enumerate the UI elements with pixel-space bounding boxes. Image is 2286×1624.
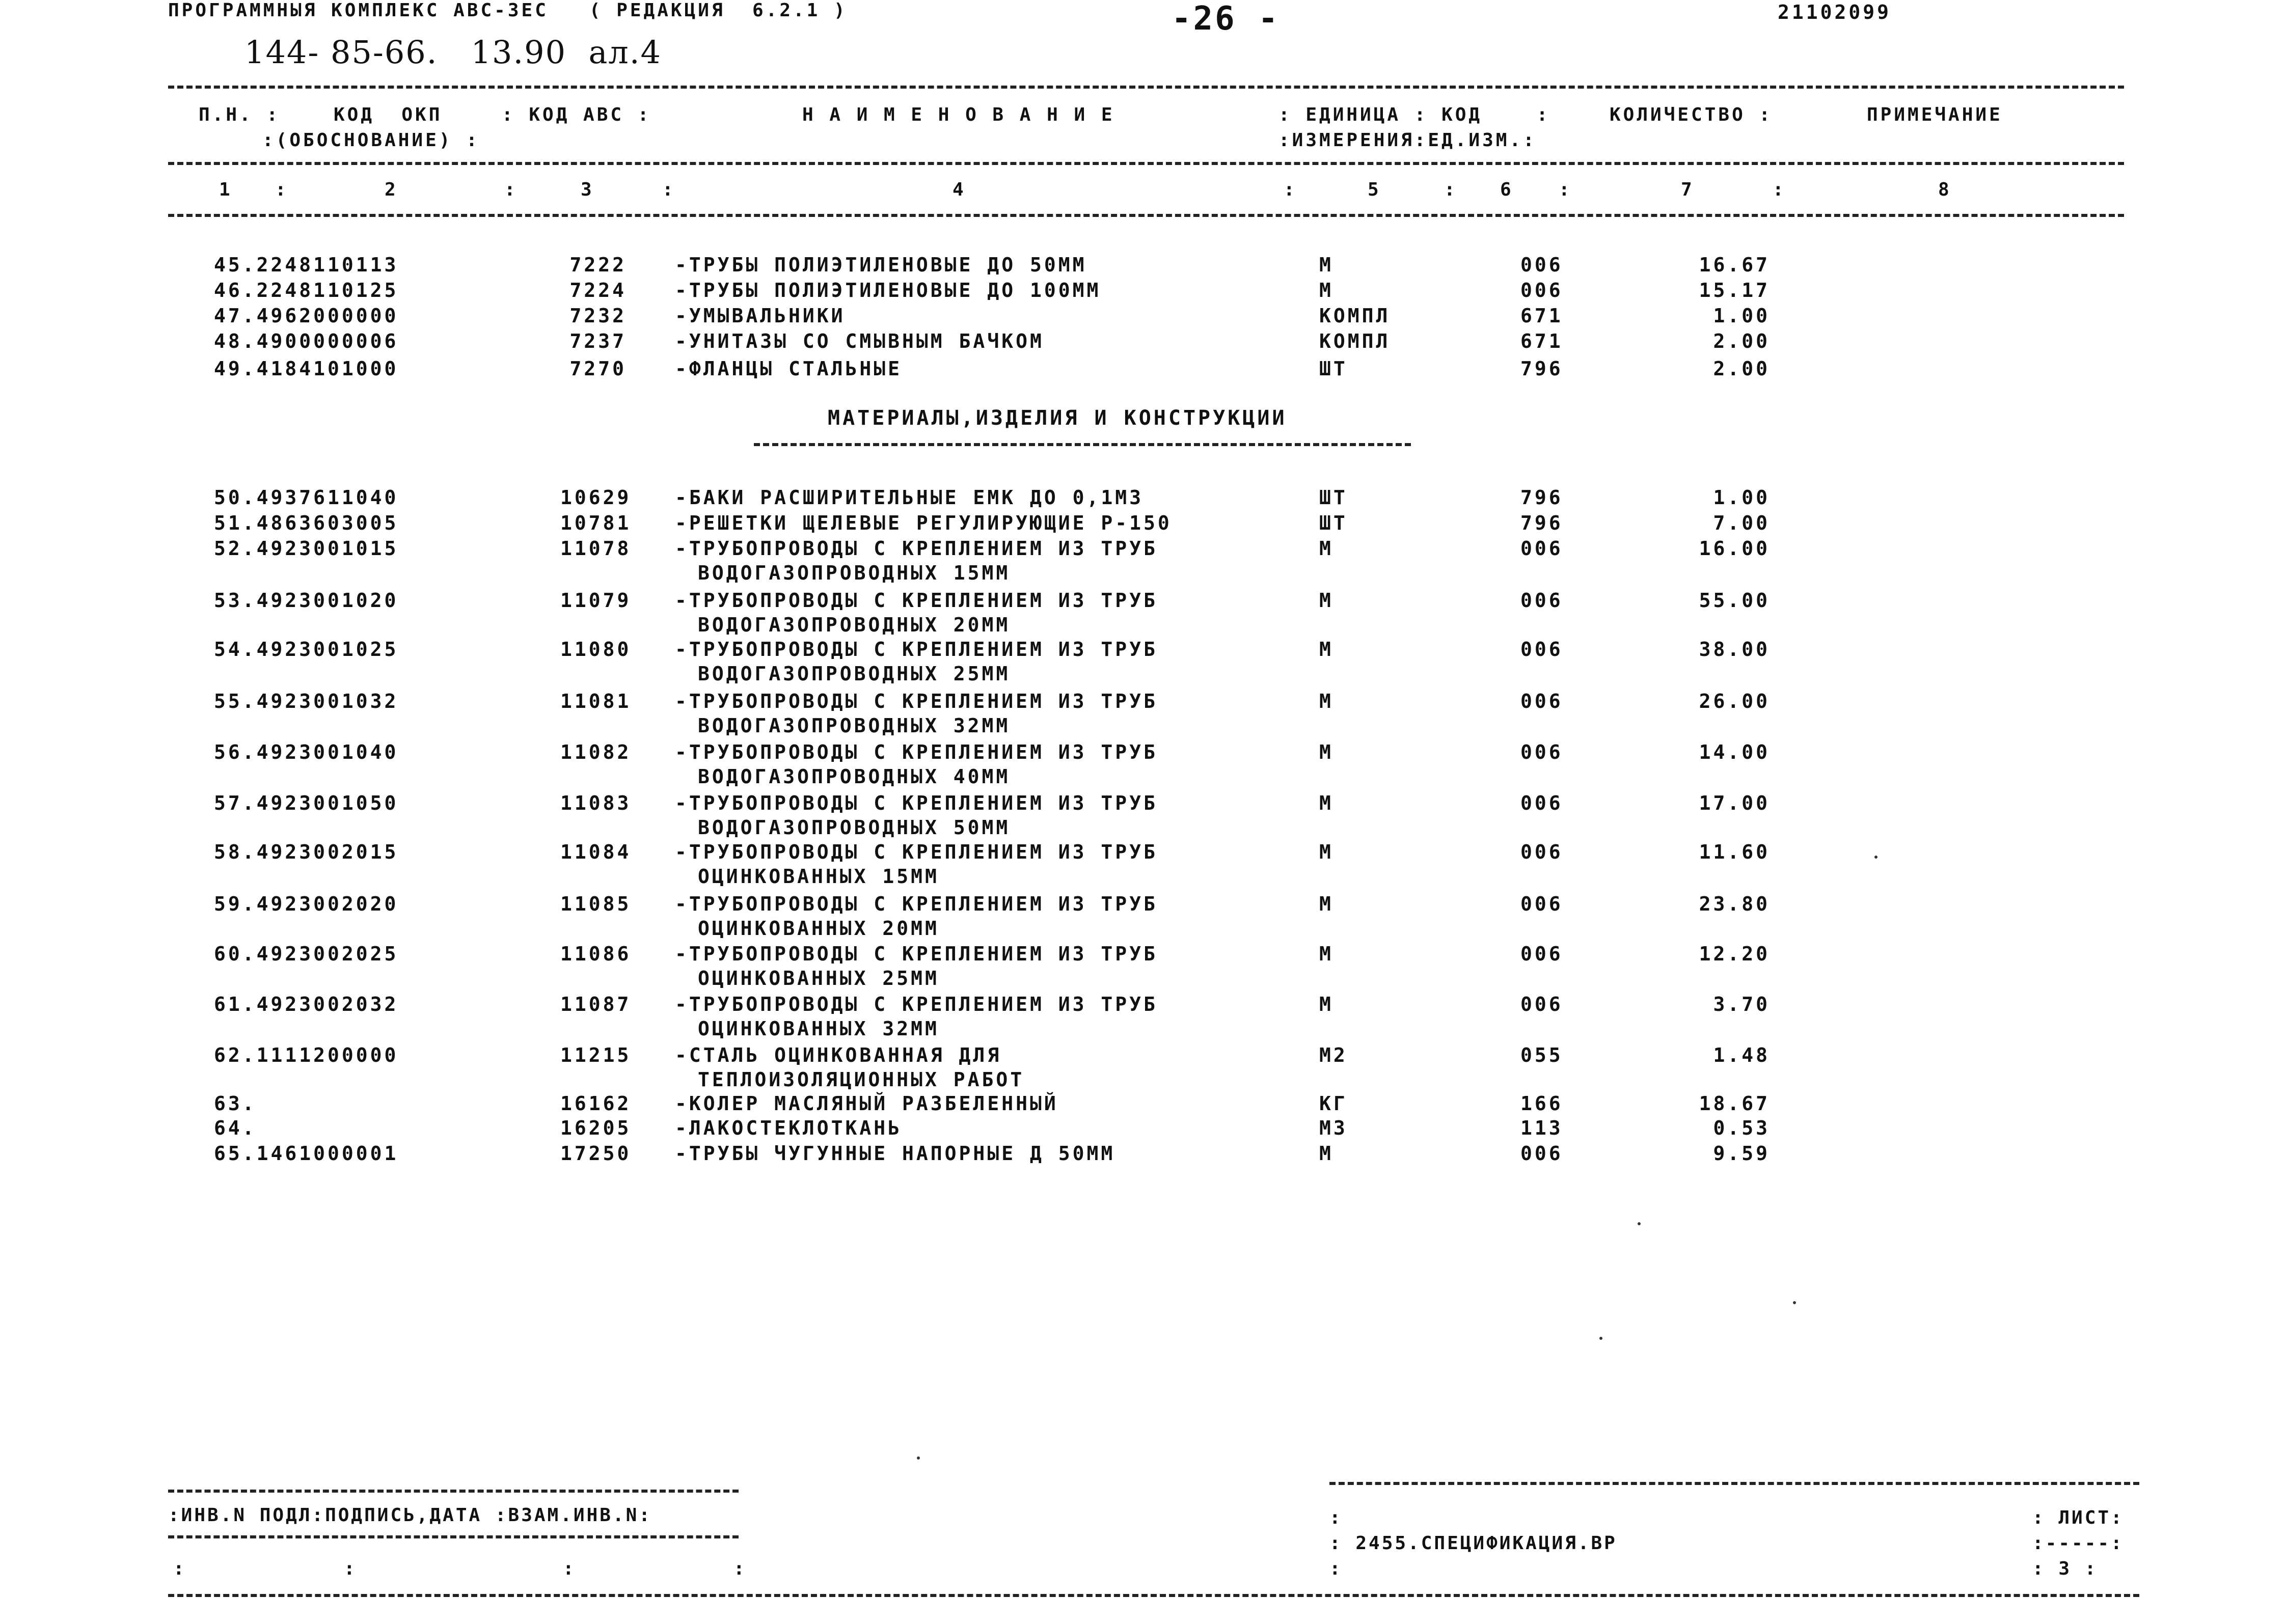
item-number: 57.4923001050: [214, 792, 399, 814]
abc-code: 11078: [560, 537, 632, 560]
unit: ШТ: [1319, 486, 1348, 509]
unit: М3: [1319, 1117, 1348, 1139]
col-header-unit: : ЕДИНИЦА : КОД :: [1278, 104, 1550, 125]
abc-code: 11084: [560, 841, 632, 863]
item-name-continuation: ВОДОГАЗОПРОВОДНЫХ 40ММ: [698, 765, 1011, 788]
item-number: 47.4962000000: [214, 305, 399, 327]
item-name: -ТРУБОПРОВОДЫ С КРЕПЛЕНИЕМ ИЗ ТРУБ: [675, 841, 1158, 863]
table-row: [0, 279, 2286, 306]
unit: КОМПЛ: [1319, 330, 1391, 352]
footer-divider-right-top: [1329, 1482, 2139, 1485]
col-header-note: ПРИМЕЧАНИЕ: [1867, 104, 2003, 125]
item-number: 45.2248110113: [214, 254, 399, 276]
table-row: [0, 357, 2286, 384]
table-row: [0, 690, 2286, 737]
abc-code: 16162: [560, 1092, 632, 1115]
unit: М: [1319, 943, 1334, 965]
table-row: [0, 512, 2286, 538]
section-title: МАТЕРИАЛЫ,ИЗДЕЛИЯ И КОНСТРУКЦИИ: [828, 406, 1287, 430]
quantity: 16.00: [1699, 537, 1770, 560]
unit: М: [1319, 279, 1334, 301]
item-name: -БАКИ РАСШИРИТЕЛЬНЫЕ ЕМК ДО 0,1М3: [675, 486, 1144, 509]
unit: М: [1319, 993, 1334, 1015]
item-name: -ЛАКОСТЕКЛОТКАНЬ: [675, 1117, 903, 1139]
abc-code: 11079: [560, 589, 632, 612]
unit: М: [1319, 792, 1334, 814]
col-header-quantity: КОЛИЧЕСТВО :: [1610, 104, 1773, 125]
item-number: 65.1461000001: [214, 1142, 399, 1165]
col-number-5: 5: [1368, 179, 1381, 200]
scan-speck: [1638, 1222, 1641, 1225]
abc-code: 11082: [560, 741, 632, 763]
unit-code: 671: [1520, 330, 1563, 352]
document-code: 21102099: [1778, 1, 1892, 23]
abc-code: 11083: [560, 792, 632, 814]
table-row: [0, 638, 2286, 685]
item-number: 64.: [214, 1117, 257, 1139]
abc-code: 10629: [560, 486, 632, 509]
unit-code: 113: [1520, 1117, 1563, 1139]
item-name: -УНИТАЗЫ СО СМЫВНЫМ БАЧКОМ: [675, 330, 1044, 352]
abc-code: 7222: [569, 254, 627, 276]
item-number: 46.2248110125: [214, 279, 399, 301]
table-row: [0, 841, 2286, 888]
footer-divider-left-mid: [168, 1535, 739, 1538]
footer-sheet-number: : 3 :: [2032, 1558, 2098, 1579]
unit-code: 006: [1520, 279, 1563, 301]
item-name: -ТРУБОПРОВОДЫ С КРЕПЛЕНИЕМ ИЗ ТРУБ: [675, 792, 1158, 814]
col-header-unit-code: :ИЗМЕРЕНИЯ:ЕД.ИЗМ.:: [1278, 130, 1537, 151]
abc-code: 7270: [569, 357, 627, 380]
divider-header: [168, 162, 2124, 165]
quantity: 11.60: [1699, 841, 1770, 863]
unit-code: 796: [1520, 357, 1563, 380]
unit: ШТ: [1319, 357, 1348, 380]
item-name: -КОЛЕР МАСЛЯНЫЙ РАЗБЕЛЕННЫЙ: [675, 1092, 1058, 1115]
table-row: [0, 893, 2286, 940]
item-name: -ТРУБЫ ПОЛИЭТИЛЕНОВЫЕ ДО 50ММ: [675, 254, 1087, 276]
scan-speck: [1793, 1301, 1796, 1304]
quantity: 2.00: [1713, 357, 1770, 380]
item-name-continuation: ВОДОГАЗОПРОВОДНЫХ 20ММ: [698, 614, 1011, 636]
unit-code: 006: [1520, 841, 1563, 863]
item-name: -РЕШЕТКИ ЩЕЛЕВЫЕ РЕГУЛИРУЮЩИЕ Р-150: [675, 512, 1172, 534]
item-name: -ТРУБОПРОВОДЫ С КРЕПЛЕНИЕМ ИЗ ТРУБ: [675, 537, 1158, 560]
unit: КОМПЛ: [1319, 305, 1391, 327]
divider-top: [168, 86, 2124, 89]
footer-sheet-label: : ЛИСТ:: [2032, 1507, 2124, 1528]
item-name: -ФЛАНЦЫ СТАЛЬНЫЕ: [675, 357, 903, 380]
unit-code: 006: [1520, 589, 1563, 612]
unit-code: 796: [1520, 512, 1563, 534]
scan-speck: [1874, 856, 1877, 859]
quantity: 14.00: [1699, 741, 1770, 763]
item-name: -УМЫВАЛЬНИКИ: [675, 305, 846, 327]
divider-numbers: [168, 214, 2124, 217]
unit: М: [1319, 254, 1334, 276]
unit: М: [1319, 1142, 1334, 1165]
abc-code: 7224: [569, 279, 627, 301]
col-number-8: 8: [1938, 179, 1952, 200]
item-number: 50.4937611040: [214, 486, 399, 509]
abc-code: 11087: [560, 993, 632, 1015]
item-name-continuation: ВОДОГАЗОПРОВОДНЫХ 50ММ: [698, 816, 1011, 839]
table-row: [0, 305, 2286, 331]
item-name: -ТРУБОПРОВОДЫ С КРЕПЛЕНИЕМ ИЗ ТРУБ: [675, 993, 1158, 1015]
unit: ШТ: [1319, 512, 1348, 534]
abc-code: 11080: [560, 638, 632, 660]
col-number-4: 4: [953, 179, 966, 200]
item-number: 52.4923001015: [214, 537, 399, 560]
footer-divider-bottom: [168, 1594, 2139, 1597]
col-header-pn: П.Н. :: [199, 104, 281, 125]
quantity: 3.70: [1713, 993, 1770, 1015]
abc-code: 17250: [560, 1142, 632, 1165]
unit-code: 006: [1520, 254, 1563, 276]
item-number: 56.4923001040: [214, 741, 399, 763]
unit: КГ: [1319, 1092, 1348, 1115]
footer-divider-left-top: [168, 1490, 739, 1493]
item-number: 51.4863603005: [214, 512, 399, 534]
item-name-continuation: ВОДОГАЗОПРОВОДНЫХ 32ММ: [698, 714, 1011, 737]
unit: М: [1319, 841, 1334, 863]
unit-code: 006: [1520, 893, 1563, 915]
item-number: 63.: [214, 1092, 257, 1115]
item-number: 61.4923002032: [214, 993, 399, 1015]
abc-code: 11086: [560, 943, 632, 965]
item-number: 62.1111200000: [214, 1044, 399, 1066]
scan-speck: [917, 1456, 920, 1460]
unit: М: [1319, 537, 1334, 560]
item-name: -ТРУБОПРОВОДЫ С КРЕПЛЕНИЕМ ИЗ ТРУБ: [675, 893, 1158, 915]
unit-code: 671: [1520, 305, 1563, 327]
abc-code: 7237: [569, 330, 627, 352]
quantity: 7.00: [1713, 512, 1770, 534]
quantity: 17.00: [1699, 792, 1770, 814]
col-number-1: 1: [219, 179, 233, 200]
quantity: 2.00: [1713, 330, 1770, 352]
abc-code: 7232: [569, 305, 627, 327]
col-number-6: 6: [1500, 179, 1514, 200]
unit: М: [1319, 893, 1334, 915]
item-name: -ТРУБОПРОВОДЫ С КРЕПЛЕНИЕМ ИЗ ТРУБ: [675, 589, 1158, 612]
unit: М: [1319, 589, 1334, 612]
item-name: -ТРУБЫ ЧУГУННЫЕ НАПОРНЫЕ Д 50ММ: [675, 1142, 1115, 1165]
program-header: ПРОГРАММНЫЯ КОМПЛЕКС АВС-3ЕС ( РЕДАКЦИЯ 6.2.1 ): [168, 0, 848, 21]
unit: М2: [1319, 1044, 1348, 1066]
table-row: [0, 1117, 2286, 1143]
item-name-continuation: ТЕПЛОИЗОЛЯЦИОННЫХ РАБОТ: [698, 1068, 1025, 1091]
table-row: [0, 1142, 2286, 1169]
scan-speck: [1599, 1337, 1602, 1340]
item-name: -ТРУБОПРОВОДЫ С КРЕПЛЕНИЕМ ИЗ ТРУБ: [675, 943, 1158, 965]
unit-code: 006: [1520, 690, 1563, 712]
unit-code: 006: [1520, 943, 1563, 965]
table-row: [0, 330, 2286, 356]
col-header-basis: :(ОБОСНОВАНИЕ) :: [262, 130, 480, 151]
unit-code: 796: [1520, 486, 1563, 509]
item-name: -ТРУБЫ ПОЛИЭТИЛЕНОВЫЕ ДО 100ММ: [675, 279, 1101, 301]
footer-document-name: : 2455.СПЕЦИФИКАЦИЯ.ВР: [1329, 1533, 1617, 1554]
col-header-okp: КОД ОКП: [334, 104, 443, 125]
item-number: 60.4923002025: [214, 943, 399, 965]
unit-code: 006: [1520, 792, 1563, 814]
table-row: [0, 1044, 2286, 1091]
quantity: 38.00: [1699, 638, 1770, 660]
col-number-7: 7: [1681, 179, 1695, 200]
item-name-continuation: ОЦИНКОВАННЫХ 20ММ: [698, 917, 939, 940]
unit: М: [1319, 638, 1334, 660]
item-number: 58.4923002015: [214, 841, 399, 863]
footer-signature-labels: :ИНВ.N ПОДЛ:ПОДПИСЬ,ДАТА :ВЗАМ.ИНВ.N:: [168, 1505, 652, 1526]
item-name: -СТАЛЬ ОЦИНКОВАННАЯ ДЛЯ: [675, 1044, 1002, 1066]
unit-code: 055: [1520, 1044, 1563, 1066]
quantity: 12.20: [1699, 943, 1770, 965]
item-name: -ТРУБОПРОВОДЫ С КРЕПЛЕНИЕМ ИЗ ТРУБ: [675, 638, 1158, 660]
quantity: 1.00: [1713, 486, 1770, 509]
col-header-abc: : КОД АВС :: [502, 104, 651, 125]
unit-code: 166: [1520, 1092, 1563, 1115]
quantity: 55.00: [1699, 589, 1770, 612]
table-row: [0, 254, 2286, 280]
abc-code: 11215: [560, 1044, 632, 1066]
item-name: -ТРУБОПРОВОДЫ С КРЕПЛЕНИЕМ ИЗ ТРУБ: [675, 741, 1158, 763]
col-number-3: 3: [581, 179, 594, 200]
item-number: 53.4923001020: [214, 589, 399, 612]
quantity: 23.80: [1699, 893, 1770, 915]
unit: М: [1319, 690, 1334, 712]
item-name-continuation: ВОДОГАЗОПРОВОДНЫХ 15ММ: [698, 562, 1011, 584]
item-number: 54.4923001025: [214, 638, 399, 660]
unit: М: [1319, 741, 1334, 763]
table-row: [0, 537, 2286, 584]
table-row: [0, 792, 2286, 839]
item-number: 55.4923001032: [214, 690, 399, 712]
quantity: 1.48: [1713, 1044, 1770, 1066]
table-row: [0, 741, 2286, 788]
col-header-name: Н А И М Е Н О В А Н И Е: [802, 104, 1115, 125]
page-number: -26 -: [1172, 0, 1280, 38]
item-number: 59.4923002020: [214, 893, 399, 915]
abc-code: 10781: [560, 512, 632, 534]
quantity: 18.67: [1699, 1092, 1770, 1115]
item-number: 49.4184101000: [214, 357, 399, 380]
item-name-continuation: ОЦИНКОВАННЫХ 32ММ: [698, 1017, 939, 1040]
quantity: 16.67: [1699, 254, 1770, 276]
item-name-continuation: ВОДОГАЗОПРОВОДНЫХ 25ММ: [698, 663, 1011, 685]
quantity: 0.53: [1713, 1117, 1770, 1139]
unit-code: 006: [1520, 741, 1563, 763]
quantity: 1.00: [1713, 305, 1770, 327]
item-name: -ТРУБОПРОВОДЫ С КРЕПЛЕНИЕМ ИЗ ТРУБ: [675, 690, 1158, 712]
table-row: [0, 993, 2286, 1040]
table-row: [0, 589, 2286, 636]
table-row: [0, 1092, 2286, 1119]
unit-code: 006: [1520, 638, 1563, 660]
handwritten-note: 144- 85-66. 13.90 ал.4: [244, 34, 662, 71]
abc-code: 16205: [560, 1117, 632, 1139]
item-name-continuation: ОЦИНКОВАННЫХ 25ММ: [698, 967, 939, 989]
unit-code: 006: [1520, 537, 1563, 560]
item-number: 48.4900000006: [214, 330, 399, 352]
unit-code: 006: [1520, 1142, 1563, 1165]
quantity: 26.00: [1699, 690, 1770, 712]
quantity: 9.59: [1713, 1142, 1770, 1165]
item-name-continuation: ОЦИНКОВАННЫХ 15ММ: [698, 865, 939, 888]
abc-code: 11085: [560, 893, 632, 915]
table-row: [0, 943, 2286, 989]
table-row: [0, 486, 2286, 513]
unit-code: 006: [1520, 993, 1563, 1015]
abc-code: 11081: [560, 690, 632, 712]
quantity: 15.17: [1699, 279, 1770, 301]
section-title-underline: [754, 443, 1411, 446]
col-number-2: 2: [385, 179, 398, 200]
